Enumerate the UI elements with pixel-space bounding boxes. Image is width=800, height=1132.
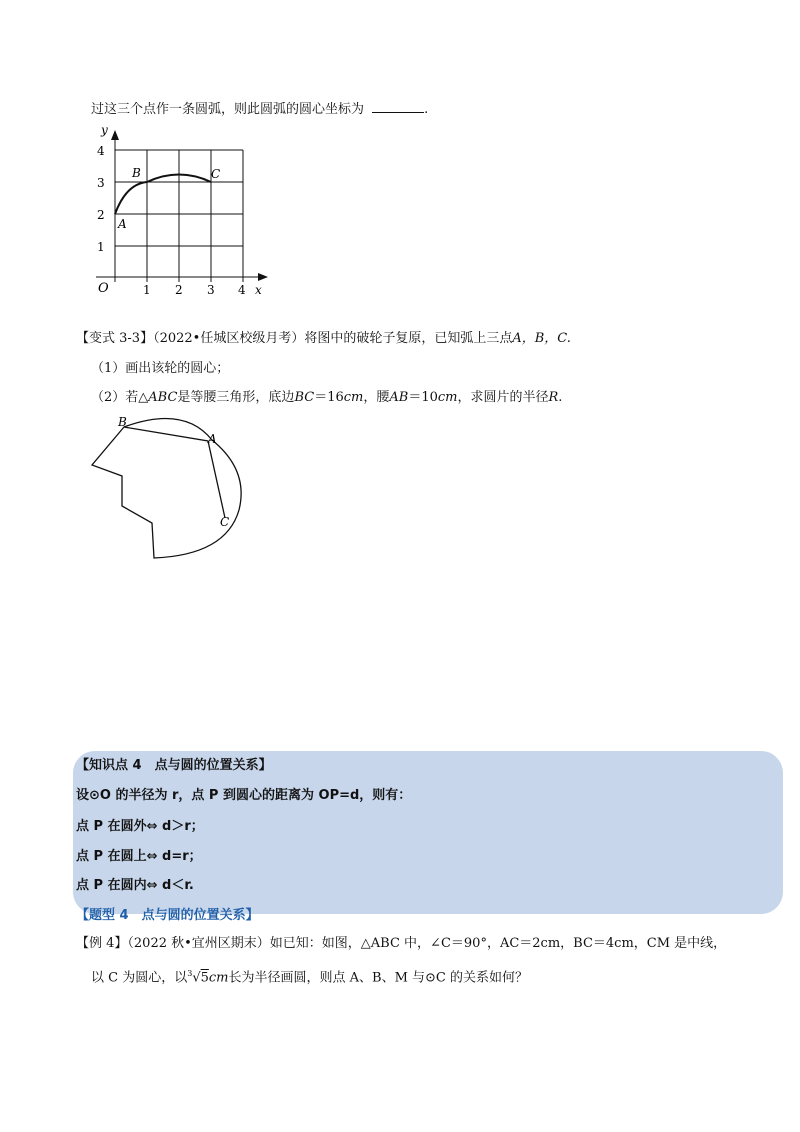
variant-tag: 【变式 3-3】 [76, 331, 154, 346]
radicand: 5 [200, 970, 209, 986]
example-4-line-2 [91, 965, 528, 987]
answer-blank[interactable] [372, 100, 424, 113]
y-axis-label: y [101, 123, 108, 137]
y-tick-label: 1 [97, 240, 105, 254]
wheel-label-a: A [208, 432, 217, 446]
x-tick-label: 1 [143, 283, 151, 297]
radius-unit: cm [208, 970, 229, 986]
coordinate-grid-figure [88, 122, 278, 302]
q2-value: ＝10 [408, 390, 438, 405]
q2-text: ，求圆片的半径 [457, 390, 549, 405]
q2-value: ＝16 [314, 390, 344, 405]
example-text: 以 C 为圆心，以 [91, 970, 188, 986]
knowledge-line-2 [76, 815, 204, 834]
y-axis-arrow-icon [111, 130, 119, 140]
x-axis-arrow-icon [258, 273, 268, 281]
y-tick-label: 2 [97, 208, 105, 222]
knowledge-text: d＜r. [162, 878, 194, 893]
q2-text: . [558, 390, 563, 405]
q2-triangle: ABC [148, 390, 178, 405]
variant-question-1: （1）画出该轮的圆心； [91, 361, 230, 376]
radical-sign-icon: √ [192, 970, 201, 986]
y-tick-label: 3 [97, 176, 105, 190]
knowledge-text: d=r； [162, 849, 202, 864]
x-axis-label: x [255, 283, 262, 297]
x-tick-label: 3 [207, 283, 215, 297]
origin-label: O [98, 281, 109, 296]
problem-text: 过这三个点作一条圆弧，则此圆弧的圆心坐标为 [91, 102, 365, 117]
arc-abc [115, 175, 211, 215]
q2-unit: cm [343, 390, 364, 405]
problem-text-line [91, 100, 428, 119]
q2-base: BC [294, 390, 315, 405]
q2-text: 是等腰三角形，底边 [177, 390, 295, 405]
example-source: （2022 秋•宜州区期末） [127, 936, 270, 951]
wheel-label-b: B [118, 415, 127, 429]
variant-points: A，B，C. [512, 331, 571, 346]
knowledge-line-1: 设⊙O 的半径为 r，点 P 到圆心的距离为 OP=d，则有： [76, 788, 412, 803]
variant-source: （2022•任城区校级月考） [153, 331, 305, 346]
point-label-b: B [132, 166, 141, 180]
example-text: 长为半径画圆，则点 A、B、M 与⊙C 的关系如何？ [228, 970, 528, 986]
variant-text: 将图中的破轮子复原，已知弧上三点 [304, 331, 513, 346]
knowledge-text: 点 P 在圆内 [76, 878, 147, 893]
variant-3-3-heading [76, 330, 571, 348]
knowledge-text: 点 P 在圆上 [76, 849, 147, 864]
x-tick-label: 4 [238, 283, 246, 297]
equivalence-icon: ⇔ [146, 878, 158, 893]
example-text: 如已知：如图，△ABC 中，∠C＝90°，AC＝2cm，BC＝4cm，CM 是中线， [269, 936, 727, 951]
point-label-c: C [211, 167, 221, 181]
equivalence-icon: ⇔ [146, 819, 158, 834]
type-4-title: 【题型 4 点与圆的位置关系】 [76, 908, 259, 923]
x-tick-label: 2 [175, 283, 183, 297]
q2-text: （2）若△ [91, 390, 149, 405]
wheel-label-c: C [220, 515, 230, 529]
q2-radius: R [548, 390, 559, 405]
knowledge-text: d＞r； [162, 819, 204, 834]
knowledge-point-title: 【知识点 4 点与圆的位置关系】 [76, 758, 272, 773]
example-tag: 【例 4】 [76, 936, 128, 951]
broken-wheel-figure [84, 410, 254, 570]
q2-text: ，腰 [363, 390, 390, 405]
problem-period: . [424, 102, 429, 117]
point-label-a: A [118, 217, 127, 231]
q2-leg: AB [389, 390, 409, 405]
variant-question-2 [91, 389, 562, 407]
example-4-line-1 [76, 935, 726, 953]
radical-index: 3 [187, 969, 193, 978]
knowledge-text: 点 P 在圆外 [76, 819, 147, 834]
equivalence-icon: ⇔ [146, 849, 158, 864]
knowledge-line-3 [76, 845, 202, 864]
q2-unit: cm [437, 390, 458, 405]
y-tick-label: 4 [97, 144, 105, 158]
knowledge-line-4 [76, 874, 194, 893]
